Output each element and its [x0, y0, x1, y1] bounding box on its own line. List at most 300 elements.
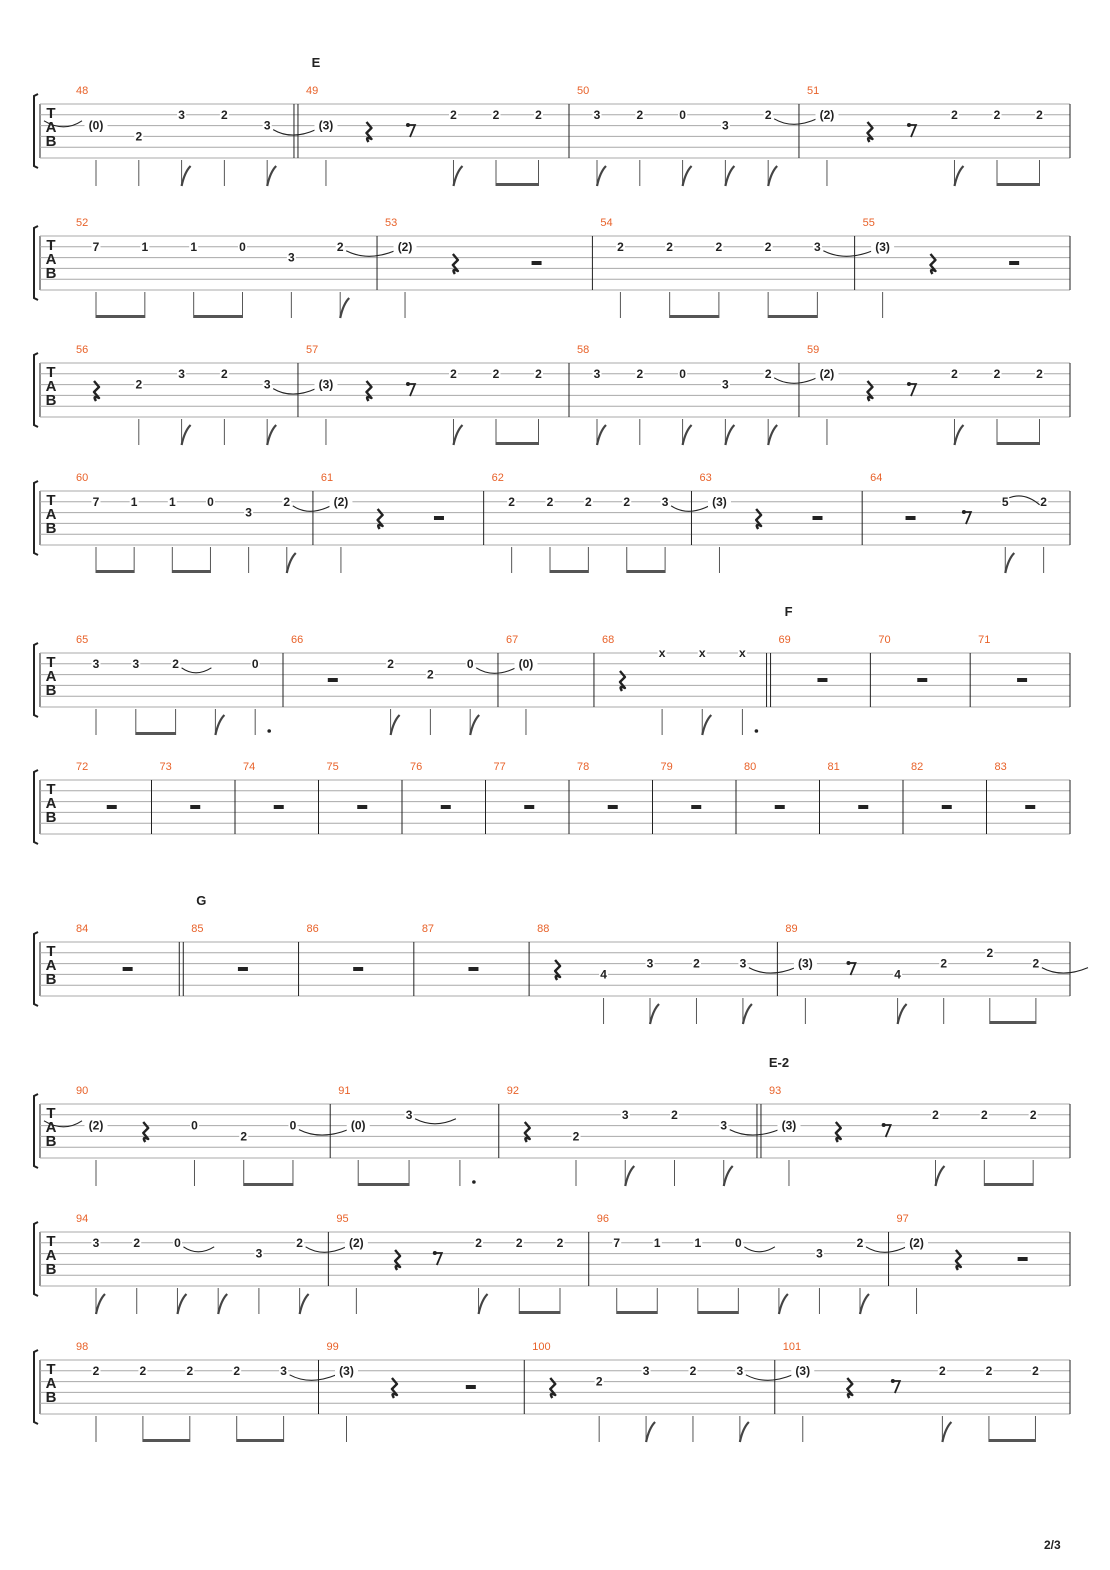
fret-number: 0: [251, 656, 259, 671]
half-rest: [123, 967, 133, 971]
beam: [984, 1183, 1033, 1186]
fret-number: (0): [518, 656, 534, 671]
eighth-flag: [625, 1166, 634, 1186]
tie: [749, 968, 795, 974]
measure-number: 58: [577, 344, 590, 356]
system-bracket: [34, 94, 38, 168]
eighth-rest-dot: [882, 1123, 886, 1127]
dot: [755, 729, 759, 733]
eighth-flag: [453, 166, 462, 186]
tie: [823, 251, 872, 256]
beam: [136, 732, 176, 735]
beam: [550, 570, 588, 573]
fret-number: 2: [1040, 494, 1047, 509]
fret-number: 0: [466, 656, 474, 671]
measure: [336, 1213, 588, 1314]
tab-clef-letter: B: [45, 809, 57, 826]
measure-number: 79: [660, 761, 673, 773]
measure-number: 95: [336, 1213, 349, 1225]
tie: [306, 1247, 347, 1253]
fret-number: 3: [593, 107, 601, 122]
eighth-flag: [453, 425, 462, 445]
quarter-rest: [555, 960, 560, 980]
fret-number: 3: [263, 377, 271, 392]
fret-number: 2: [475, 1235, 482, 1250]
fret-number: 2: [636, 366, 644, 381]
tab-clef-letter: T: [46, 1105, 56, 1122]
measure-number: 56: [76, 344, 89, 356]
beam: [519, 1311, 560, 1314]
measure: [699, 472, 862, 573]
fret-number: 2: [985, 1363, 993, 1378]
fret-number: 2: [715, 239, 723, 254]
fret-number: 2: [427, 667, 434, 682]
fret-number: 3: [132, 656, 140, 671]
fret-number: 1: [141, 239, 149, 254]
fret-number: 0: [679, 107, 686, 122]
eighth-flag: [391, 715, 400, 735]
page-number: 2/3: [1044, 1538, 1061, 1552]
tie: [744, 1247, 775, 1252]
fret-number: 2: [764, 239, 772, 254]
fret-number: 2: [535, 107, 542, 122]
fret-number: 2: [666, 239, 673, 254]
tab-clef-letter: T: [46, 105, 56, 122]
measure: [338, 1085, 499, 1186]
fret-number: (3): [339, 1363, 354, 1378]
system-bracket: [34, 1350, 38, 1424]
eighth-flag: [702, 715, 711, 735]
eighth-flag: [743, 1004, 752, 1024]
eighth-flag: [470, 715, 479, 735]
fret-number: 2: [993, 107, 1001, 122]
measure-number: 84: [76, 923, 89, 935]
measure-number: 74: [243, 761, 256, 773]
tie: [1042, 968, 1088, 974]
eighth-flag: [954, 166, 963, 186]
fret-number: (3): [781, 1118, 797, 1133]
fret-number: 3: [661, 494, 669, 509]
tie: [476, 668, 516, 674]
measure: [327, 1341, 525, 1442]
fret-number: 2: [133, 1235, 141, 1250]
fret-number: 2: [221, 107, 228, 122]
fret-number: 3: [255, 1246, 263, 1261]
fret-number: 3: [722, 118, 729, 133]
tie: [293, 506, 331, 512]
fret-number: 0: [191, 1118, 198, 1133]
half-rest: [691, 805, 701, 809]
fret-number: (3): [875, 239, 890, 254]
fret-number: 2: [221, 366, 228, 381]
quarter-rest: [395, 1250, 400, 1270]
measure-number: 66: [290, 634, 304, 646]
fret-number: (2): [397, 239, 413, 254]
quarter-rest: [453, 254, 458, 274]
measure-number: 53: [385, 217, 398, 229]
fret-number: 2: [135, 129, 143, 144]
eighth-rest-dot: [962, 510, 966, 514]
measure-number: 100: [532, 1341, 551, 1353]
measure-number: 50: [577, 85, 590, 97]
tab-clef-letter: B: [45, 520, 57, 537]
half-rest: [1025, 805, 1035, 809]
fret-number: 2: [939, 1363, 946, 1378]
fret-number: 2: [172, 656, 179, 671]
tab-system: [34, 472, 1070, 573]
measure: [807, 344, 1070, 445]
measure-number: 85: [191, 923, 204, 935]
measure-number: 78: [577, 761, 590, 773]
eighth-flag: [218, 1294, 227, 1314]
eighth-rest-dot: [907, 123, 911, 127]
measure: [76, 1085, 351, 1186]
tab-clef-letter: T: [46, 943, 56, 960]
half-rest: [532, 261, 542, 265]
tab-clef-letter: T: [46, 364, 56, 381]
measure-number: 77: [493, 761, 506, 773]
measure-number: 70: [878, 634, 891, 646]
fret-number: 2: [932, 1107, 939, 1122]
quarter-rest: [867, 381, 872, 401]
measure: [76, 85, 319, 186]
fret-number: (3): [712, 494, 727, 509]
beam: [244, 1183, 293, 1186]
fret-number: (3): [318, 377, 334, 392]
measure-number: 83: [994, 761, 1007, 773]
measure-number: 68: [601, 634, 615, 646]
measure: [76, 634, 283, 735]
fret-number: 2: [296, 1235, 303, 1250]
measure-number: 88: [537, 923, 550, 935]
fret-number: 2: [233, 1363, 241, 1378]
measure-number: 97: [896, 1213, 909, 1225]
eighth-flag: [340, 298, 349, 318]
fret-number: 3: [92, 1235, 100, 1250]
tie: [346, 251, 395, 256]
eighth-flag: [898, 1004, 907, 1024]
fret-number: 7: [92, 494, 100, 509]
fret-number: 2: [1036, 107, 1043, 122]
tie: [299, 1130, 348, 1136]
tab-clef-letter: A: [45, 378, 57, 395]
system-bracket: [34, 1094, 38, 1168]
measure-number: 80: [744, 761, 757, 773]
half-rest: [274, 805, 284, 809]
fret-number: 2: [135, 377, 143, 392]
half-rest: [813, 516, 823, 520]
quarter-rest: [847, 1378, 852, 1398]
tab-clef-letter: T: [46, 781, 56, 798]
eighth-flag: [954, 425, 963, 445]
measure: [870, 472, 1070, 573]
fret-number: 2: [508, 494, 515, 509]
beam: [617, 1311, 658, 1314]
eighth-flag: [287, 553, 296, 573]
half-rest: [107, 805, 117, 809]
measure: [306, 344, 569, 445]
fret-number: 2: [535, 366, 542, 381]
tab-system: [34, 893, 1088, 1024]
eighth-rest-dot: [406, 123, 410, 127]
measure: [492, 472, 710, 573]
fret-number: 2: [1032, 956, 1040, 971]
fret-number: 1: [190, 239, 198, 254]
tab-clef-letter: B: [45, 133, 57, 150]
tab-clef-letter: T: [46, 1361, 56, 1378]
eighth-flag: [683, 166, 692, 186]
measure-number: 82: [911, 761, 924, 773]
eighth-flag: [267, 166, 276, 186]
measure: [506, 634, 594, 735]
fret-number: 2: [336, 239, 344, 254]
fret-number: 2: [623, 494, 631, 509]
measure-number: 57: [305, 344, 319, 356]
tie: [273, 130, 316, 136]
measure-number: 48: [76, 85, 89, 97]
measure: [783, 1341, 1070, 1442]
eighth-flag: [300, 1294, 309, 1314]
fret-number: 2: [515, 1235, 523, 1250]
half-rest: [357, 805, 367, 809]
fret-number: 3: [288, 250, 295, 265]
tab-clef-letter: A: [45, 1247, 57, 1264]
fret-number: 3: [263, 118, 271, 133]
fret-number: 2: [689, 1363, 697, 1378]
quarter-rest: [956, 1250, 961, 1270]
measure-number: 60: [76, 472, 89, 484]
tie: [671, 506, 709, 512]
system-bracket: [34, 226, 38, 300]
measure-number: 54: [600, 217, 613, 229]
section-label: E-2: [768, 1055, 790, 1070]
fret-number: 0: [239, 239, 246, 254]
fret-number: (2): [349, 1235, 364, 1250]
fret-number: 0: [174, 1235, 181, 1250]
measure-number: 71: [978, 634, 991, 646]
eighth-flag: [683, 425, 692, 445]
measure: [807, 85, 1070, 186]
slide: [1009, 496, 1039, 505]
tab-clef-letter: B: [45, 392, 57, 409]
beam: [96, 570, 134, 573]
measure-number: 52: [76, 217, 89, 229]
tab-clef-letter: A: [45, 1375, 57, 1392]
section-label: E: [311, 55, 321, 70]
eighth-flag: [650, 1004, 659, 1024]
quarter-rest: [392, 1378, 397, 1398]
eighth-flag: [768, 166, 777, 186]
beam: [496, 442, 539, 445]
measure: [76, 1341, 337, 1442]
measure: [769, 1055, 1070, 1186]
half-rest: [1009, 261, 1019, 265]
fret-number: (3): [798, 956, 813, 971]
quarter-rest: [756, 509, 761, 529]
dead-note: x: [698, 646, 706, 660]
fret-number: 2: [636, 107, 644, 122]
quarter-rest: [836, 1122, 841, 1142]
system-bracket: [34, 643, 38, 717]
fret-number: 1: [130, 494, 138, 509]
half-rest: [1017, 678, 1027, 682]
system-bracket: [34, 1222, 38, 1296]
tie: [415, 1119, 456, 1124]
measure-number: 99: [326, 1341, 339, 1353]
half-rest: [190, 805, 200, 809]
measure-number: 93: [768, 1085, 782, 1097]
fret-number: (0): [350, 1118, 366, 1133]
fret-number: 3: [646, 956, 654, 971]
measure-number: 69: [778, 634, 791, 646]
fret-number: 4: [894, 967, 901, 982]
fret-number: 3: [245, 505, 252, 520]
fret-number: 2: [951, 107, 958, 122]
measure-number: 101: [782, 1341, 802, 1353]
tie: [774, 378, 817, 384]
dead-note: x: [658, 646, 666, 660]
system-bracket: [34, 353, 38, 427]
fret-number: (2): [333, 494, 349, 509]
measure: [577, 85, 820, 186]
measure: [532, 1341, 793, 1442]
eighth-rest-dot: [406, 382, 410, 386]
quarter-rest: [143, 1122, 148, 1142]
fret-number: (3): [795, 1363, 811, 1378]
measure-number: 89: [785, 923, 798, 935]
fret-number: (3): [318, 118, 334, 133]
eighth-flag: [96, 1294, 105, 1314]
fret-number: 3: [92, 656, 100, 671]
quarter-rest: [930, 254, 935, 274]
tab-system: [34, 761, 1070, 844]
half-rest: [468, 967, 478, 971]
tab-clef-letter: T: [46, 237, 56, 254]
beam: [143, 1439, 190, 1442]
fret-number: 3: [178, 366, 185, 381]
fret-number: 3: [642, 1363, 650, 1378]
fret-number: 0: [289, 1118, 297, 1133]
measure-number: 86: [306, 923, 319, 935]
tab-clef-letter: A: [45, 506, 57, 523]
measure: [600, 217, 872, 318]
measure: [506, 1085, 782, 1186]
fret-number: 0: [679, 366, 686, 381]
eighth-flag: [725, 425, 734, 445]
measure-number: 76: [410, 761, 423, 773]
quarter-rest: [366, 122, 371, 142]
fret-number: 2: [980, 1107, 988, 1122]
tie: [290, 1375, 337, 1381]
tie: [273, 389, 316, 395]
half-rest: [775, 805, 785, 809]
fret-number: 4: [600, 967, 607, 982]
tie: [183, 1247, 214, 1252]
tie: [774, 119, 817, 125]
half-rest: [524, 805, 534, 809]
measure-number: 87: [421, 923, 435, 935]
half-rest: [238, 967, 248, 971]
half-rest: [466, 1385, 476, 1389]
tab-system: [34, 344, 1070, 445]
beam: [698, 1311, 739, 1314]
measure-number: 73: [159, 761, 172, 773]
fret-number: 2: [139, 1363, 147, 1378]
eighth-rest-dot: [907, 382, 911, 386]
fret-number: 2: [450, 107, 457, 122]
quarter-rest: [525, 1122, 530, 1142]
eighth-rest-dot: [891, 1379, 895, 1383]
tie: [746, 1375, 793, 1381]
eighth-flag: [182, 166, 191, 186]
fret-number: 2: [764, 366, 772, 381]
measure-number: 51: [806, 85, 820, 97]
measure-number: 75: [326, 761, 339, 773]
beam: [627, 570, 665, 573]
measure: [863, 217, 1070, 318]
fret-number: 2: [492, 366, 500, 381]
measure-number: 92: [506, 1085, 520, 1097]
beam: [496, 183, 539, 186]
fret-number: 2: [92, 1363, 100, 1378]
tie: [866, 1247, 907, 1253]
half-rest: [353, 967, 363, 971]
eighth-flag: [1005, 553, 1014, 573]
quarter-rest: [620, 671, 625, 691]
fret-number: 5: [1001, 494, 1009, 509]
fret-number: 1: [168, 494, 176, 509]
fret-number: 3: [814, 239, 821, 254]
dot: [267, 729, 271, 733]
fret-number: (2): [909, 1235, 924, 1250]
half-rest: [441, 805, 451, 809]
half-rest: [328, 678, 338, 682]
measure-number: 81: [827, 761, 840, 773]
fret-number: (2): [819, 366, 835, 381]
fret-number: 2: [450, 366, 457, 381]
fret-number: 3: [816, 1246, 823, 1261]
measure-number: 55: [862, 217, 875, 229]
section-label: F: [784, 604, 793, 619]
fret-number: 2: [693, 956, 700, 971]
fret-number: 3: [405, 1107, 413, 1122]
quarter-rest: [550, 1378, 555, 1398]
system-bracket: [34, 770, 38, 844]
quarter-rest: [378, 509, 383, 529]
measure-number: 62: [491, 472, 504, 484]
system-bracket: [34, 932, 38, 1006]
eighth-flag: [597, 425, 606, 445]
fret-number: 2: [546, 494, 554, 509]
dead-note: x: [739, 646, 746, 660]
half-rest: [1018, 1257, 1028, 1261]
tab-clef-letter: B: [45, 971, 57, 988]
measure: [537, 923, 798, 1024]
fret-number: 2: [671, 1107, 678, 1122]
measure: [597, 1213, 907, 1314]
eighth-flag: [267, 425, 276, 445]
beam: [989, 1439, 1036, 1442]
beam: [990, 1021, 1036, 1024]
measure: [191, 893, 298, 996]
eighth-flag: [597, 166, 606, 186]
tie: [182, 668, 212, 673]
fret-number: 7: [92, 239, 100, 254]
measure-number: 72: [76, 761, 89, 773]
half-rest: [608, 805, 618, 809]
measure-number: 63: [699, 472, 712, 484]
eighth-flag: [177, 1294, 186, 1314]
